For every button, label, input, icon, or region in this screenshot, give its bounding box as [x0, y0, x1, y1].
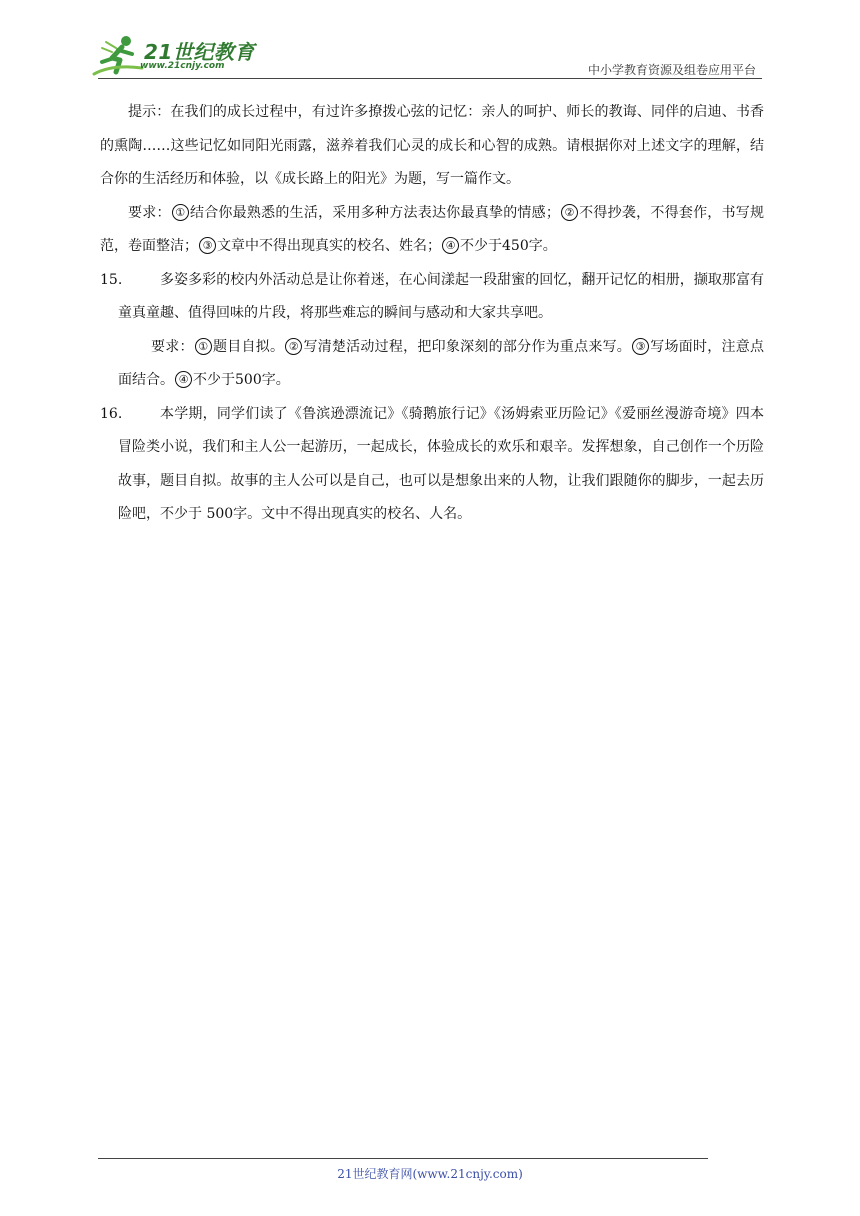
requirement-item: 写清楚活动过程，把印象深刻的部分作为重点来写。	[303, 338, 632, 355]
question-16	[100, 398, 764, 532]
header-divider	[98, 78, 762, 79]
requirements-prefix: 要求：	[128, 204, 171, 221]
question-text: 本学期，同学们读了《鲁滨逊漂流记》《骑鹅旅行记》《汤姆索亚历险记》《爱丽丝漫游奇境》四本冒险类小说，我们和主人公一起游历，一起成长，体验成长的欢乐和艰辛。发挥想象，自己创作一个历险故事，题目自拟。故事的主人公可以是自己，也可以是想象出来的人物，让我们跟随你的脚步，一起去历险吧，不少于 500字。文中不得出现真实的校名、人名。	[118, 405, 764, 522]
marker-3-icon: ③	[199, 237, 216, 254]
question-requirements	[118, 331, 764, 398]
essay-hint: 提示：在我们的成长过程中，有过许多撩拨心弦的记忆：亲人的呵护、师长的教诲、同伴的启迪、书香的熏陶……这些记忆如同阳光雨露，滋养着我们心灵的成长和心智的成熟。请根据你对上述文字的理解，结合你的生活经历和体验，以《成长路上的阳光》为题，写一篇作文。	[100, 104, 764, 187]
question-number: 16.	[100, 405, 123, 422]
document-body	[100, 96, 764, 532]
question-text: 多姿多彩的校内外活动总是让你着迷，在心间漾起一段甜蜜的回忆，翻开记忆的相册，撷取那富有童真童趣、值得回味的片段，将那些难忘的瞬间与感动和大家共享吧。	[118, 271, 764, 321]
marker-3-icon: ③	[632, 338, 649, 355]
logo-title: 21世纪教育	[144, 40, 255, 64]
requirement-item: 文章中不得出现真实的校名、姓名；	[217, 238, 441, 254]
question-15	[100, 264, 764, 398]
marker-1-icon: ①	[172, 204, 189, 221]
requirement-item: 不得抄袭，不得套作，书写规范，卷面整洁；	[100, 204, 765, 254]
essay-requirements	[100, 197, 764, 264]
marker-1-icon: ①	[195, 338, 212, 355]
question-number: 15.	[100, 271, 123, 288]
runner-logo-icon	[92, 34, 146, 78]
page-header	[0, 0, 860, 80]
logo-url: www.21cnjy.com	[140, 61, 225, 71]
footer-link[interactable]: 21世纪教育网(www.21cnjy.com)	[337, 1167, 523, 1181]
requirement-item: 写场面时，注意点面结合。	[118, 338, 765, 388]
marker-4-icon: ④	[175, 371, 192, 388]
footer-divider	[98, 1158, 708, 1159]
requirement-item: 结合你最熟悉的生活，采用多种方法表达你最真挚的情感；	[189, 204, 560, 221]
requirement-item: 题目自拟。	[212, 338, 285, 355]
requirement-item: 不少于450字。	[460, 238, 557, 254]
platform-title: 中小学教育资源及组卷应用平台	[587, 63, 756, 77]
marker-4-icon: ④	[442, 237, 459, 254]
requirements-prefix: 要求：	[151, 338, 194, 355]
site-logo[interactable]	[92, 34, 262, 78]
marker-2-icon: ②	[561, 204, 578, 221]
marker-2-icon: ②	[285, 338, 302, 355]
requirement-item: 不少于500字。	[193, 372, 290, 388]
